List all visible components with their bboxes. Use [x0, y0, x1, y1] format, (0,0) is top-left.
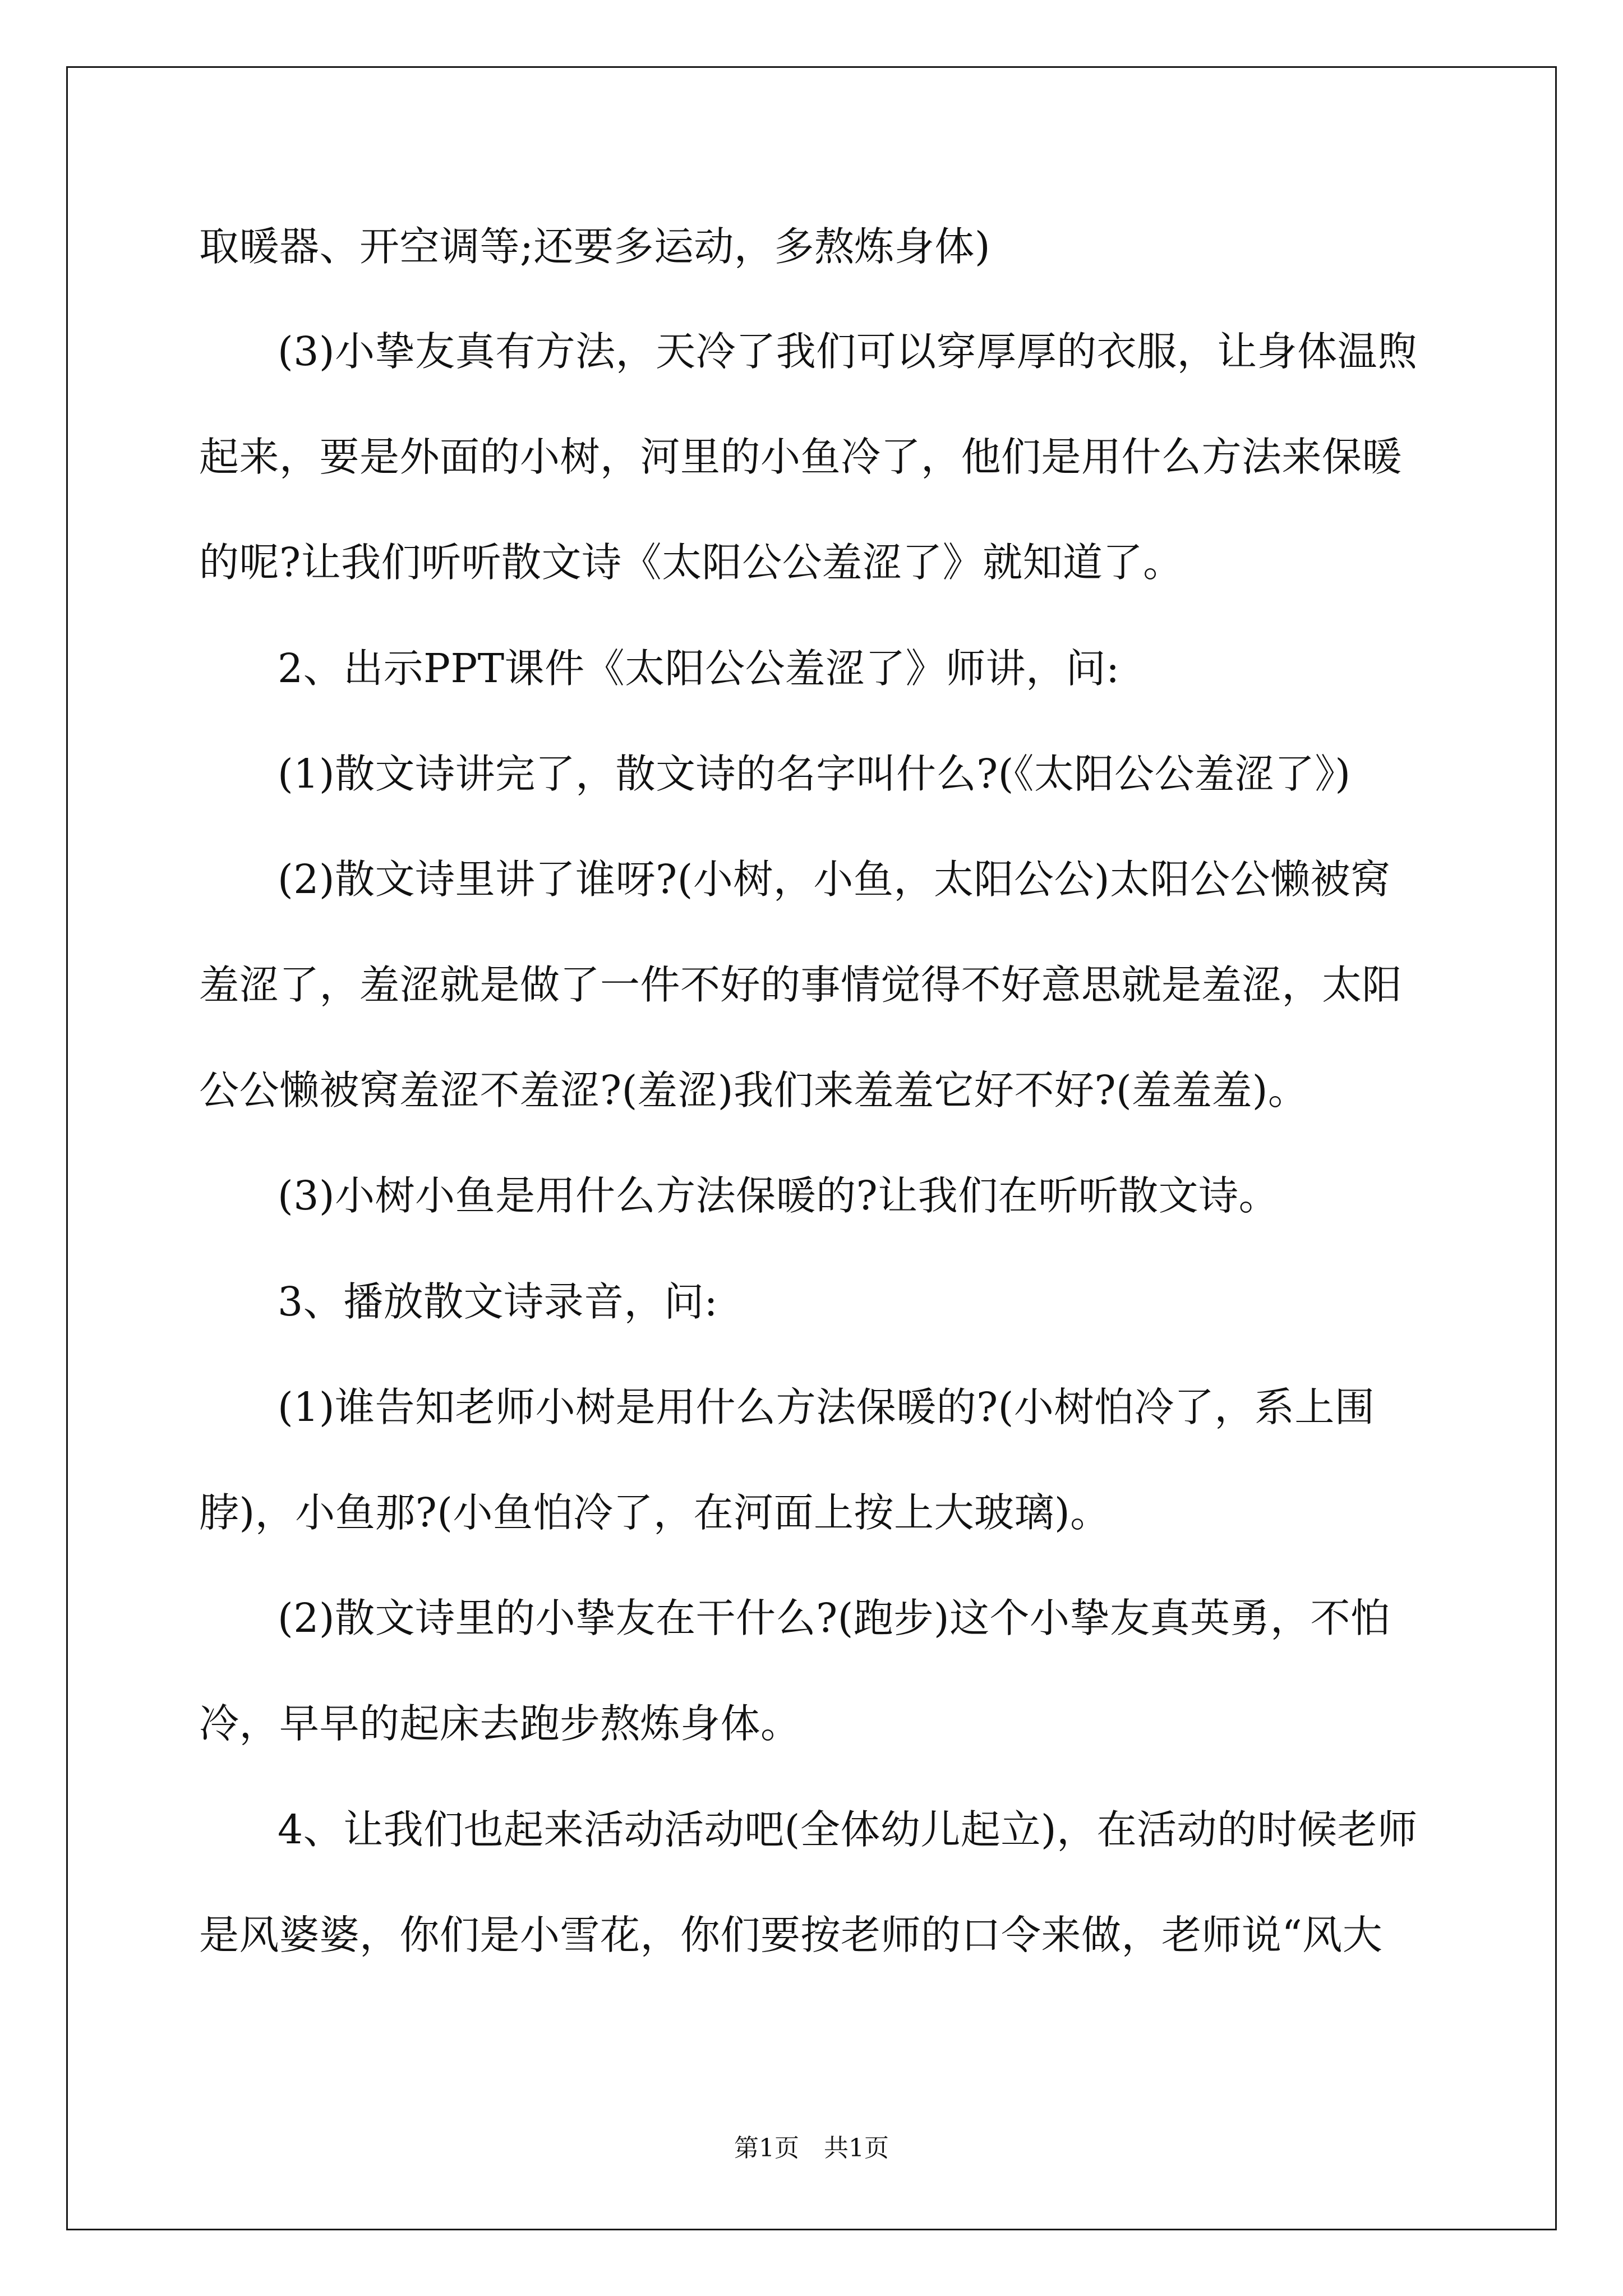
- text-line: (1)谁告知老师小树是用什么方法保暖的?(小树怕冷了，系上围: [278, 1384, 1375, 1430]
- text-line: 4、让我们也起来活动活动吧(全体幼儿起立)，在活动的时候老师: [278, 1806, 1418, 1853]
- text-line: 的呢?让我们听听散文诗《太阳公公羞涩了》就知道了。: [199, 539, 1183, 586]
- text-line: 公公懒被窝羞涩不羞涩?(羞涩)我们来羞羞它好不好?(羞羞羞)。: [199, 1067, 1308, 1114]
- text-line: 取暖器、开空调等;还要多运动，多熬炼身体): [199, 223, 991, 270]
- text-line: (1)散文诗讲完了，散文诗的名字叫什么?(《太阳公公羞涩了》): [278, 751, 1351, 797]
- text-line: 起来，要是外面的小树，河里的小鱼冷了，他们是用什么方法来保暖: [199, 434, 1403, 480]
- text-line: (3)小树小鱼是用什么方法保暖的?让我们在听听散文诗。: [278, 1172, 1279, 1219]
- text-line: 3、播放散文诗录音，问:: [278, 1278, 718, 1325]
- text-line: (2)散文诗里的小挚友在干什么?(跑步)这个小挚友真英勇，不怕: [278, 1595, 1391, 1641]
- text-line: 2、出示PPT课件《太阳公公羞涩了》师讲，问:: [278, 645, 1120, 692]
- text-line: 是风婆婆，你们是小雪花，你们要按老师的口令来做，老师说“风大: [199, 1912, 1383, 1958]
- text-line: (2)散文诗里讲了谁呀?(小树，小鱼，太阳公公)太阳公公懒被窝: [278, 856, 1391, 903]
- text-line: 冷，早早的起床去跑步熬炼身体。: [199, 1700, 801, 1747]
- text-line: (3)小挚友真有方法，天冷了我们可以穿厚厚的衣服，让身体温煦: [278, 328, 1418, 375]
- page-number-footer: 第1页 共1页: [734, 2134, 889, 2162]
- text-line: 羞涩了，羞涩就是做了一件不好的事情觉得不好意思就是羞涩，太阳: [199, 961, 1403, 1008]
- text-line: 脖)，小鱼那?(小鱼怕冷了，在河面上按上大玻璃)。: [199, 1489, 1110, 1536]
- page-border: [66, 66, 1557, 2230]
